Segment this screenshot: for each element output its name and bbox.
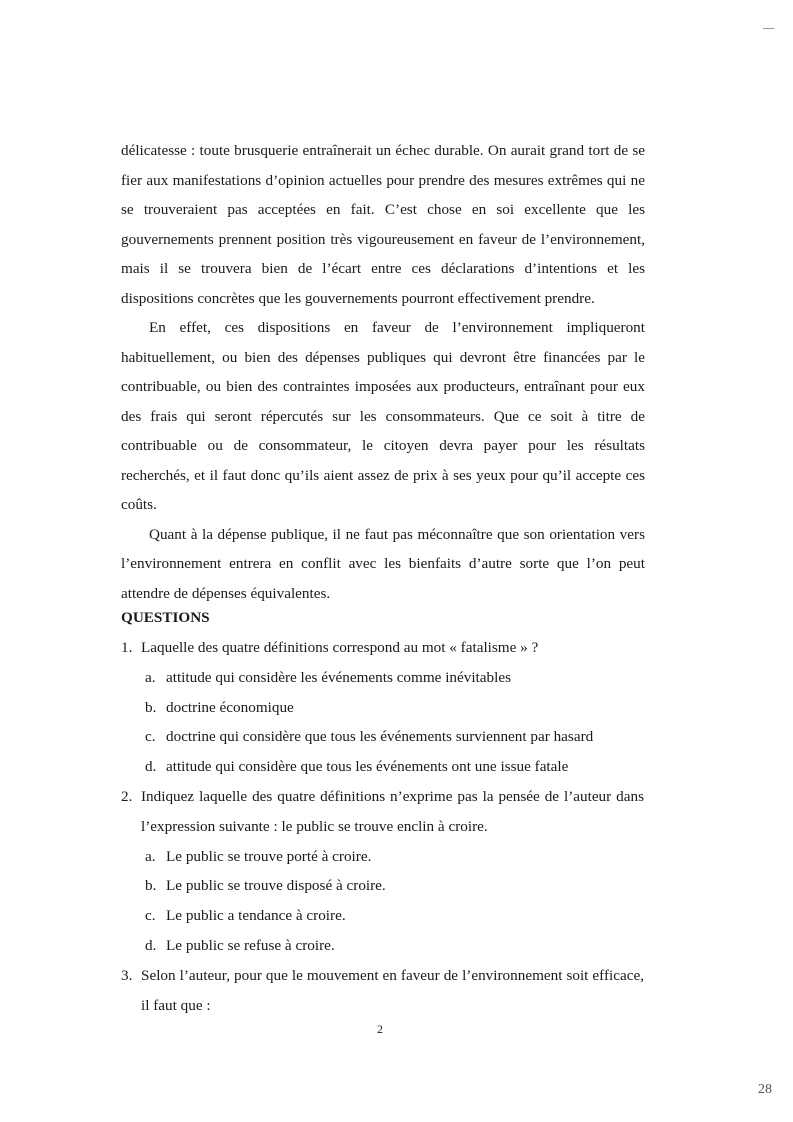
paragraph: délicatesse : toute brusquerie entraînerait un échec durable. On aurait grand tort de se fier aux manifestations d’opinion actuelles pour prendre des mesures extrêmes qui ne se trouveraient pas acceptées en fait. C’est chose en soi excellente que les gouvernements prennent position très vigoureusement en faveur de l’environnement, mais il se trouvera bien de l’écart entre ces déclarations d’intentions et les dispositions concrètes que les gouvernements pourront effectivement prendre. <box>121 142 645 307</box>
page-number: 2 <box>377 1022 383 1036</box>
paragraph: Quant à la dépense publique, il ne faut pas méconnaître que son orientation vers l’environnement entrera en conflit avec les bienfaits d’autre sorte que l’on peut attendre de dépenses équivalentes. <box>121 525 645 602</box>
option <box>121 693 661 723</box>
question-text: Selon l’auteur, pour que le mouvement en faveur de l’environnement soit efficace, il faut que : <box>141 966 644 1014</box>
paragraph: En effet, ces dispositions en faveur de l’environnement impliqueront habituellement, ou bien des dépenses publiques qui devront être financées par le contribuable, ou bien des contraintes imposées aux producteurs, entraînant pour eux des frais qui seront répercutés sur les consommateurs. Que ce soit à titre de contribuable ou de consommateur, le citoyen devra payer pour les résultats recherchés, et il faut donc qu’ils aient assez de prix à ses yeux pour qu’il accepte ces coûts. <box>121 319 645 513</box>
questions-heading: QUESTIONS <box>121 609 210 626</box>
question-2-options <box>121 842 661 961</box>
option-text: attitude qui considère les événements comme inévitables <box>166 668 511 686</box>
option-letter: a. <box>145 668 156 686</box>
question-text: Indiquez laquelle des quatre définitions n’exprime pas la pensée de l’auteur dans l’expression suivante : le public se trouve enclin à croire. <box>141 787 644 835</box>
question-1 <box>121 633 661 663</box>
option-letter: a. <box>145 847 156 865</box>
question-number: 3. <box>121 966 133 984</box>
option <box>121 901 661 931</box>
question-number: 1. <box>121 639 133 656</box>
option <box>121 931 661 961</box>
option-letter: d. <box>145 936 157 954</box>
option-text: Le public se trouve porté à croire. <box>166 847 372 865</box>
question-text: Laquelle des quatre définitions correspond au mot « fatalisme » ? <box>141 639 539 656</box>
question-3 <box>121 961 661 1021</box>
option-text: attitude qui considère que tous les événements ont une issue fatale <box>166 758 569 776</box>
option <box>121 663 661 693</box>
question-1-options <box>121 663 661 782</box>
option-letter: d. <box>145 758 157 776</box>
option-text: Le public a tendance à croire. <box>166 907 346 925</box>
scan-mark <box>763 28 774 29</box>
option-letter: b. <box>145 877 157 895</box>
option-text: Le public se trouve disposé à croire. <box>166 877 386 895</box>
option <box>121 722 661 752</box>
body-text <box>121 136 645 608</box>
question-2 <box>121 782 661 842</box>
option-text: Le public se refuse à croire. <box>166 936 335 954</box>
question-number: 2. <box>121 787 133 805</box>
option <box>121 842 661 872</box>
questions-section <box>121 606 661 1020</box>
option <box>121 752 661 782</box>
option <box>121 871 661 901</box>
option-letter: c. <box>145 728 156 746</box>
option-letter: b. <box>145 698 157 716</box>
option-letter: c. <box>145 907 156 925</box>
option-text: doctrine qui considère que tous les événements surviennent par hasard <box>166 728 594 746</box>
option-text: doctrine économique <box>166 698 294 716</box>
folio-number: 28 <box>758 1082 772 1097</box>
